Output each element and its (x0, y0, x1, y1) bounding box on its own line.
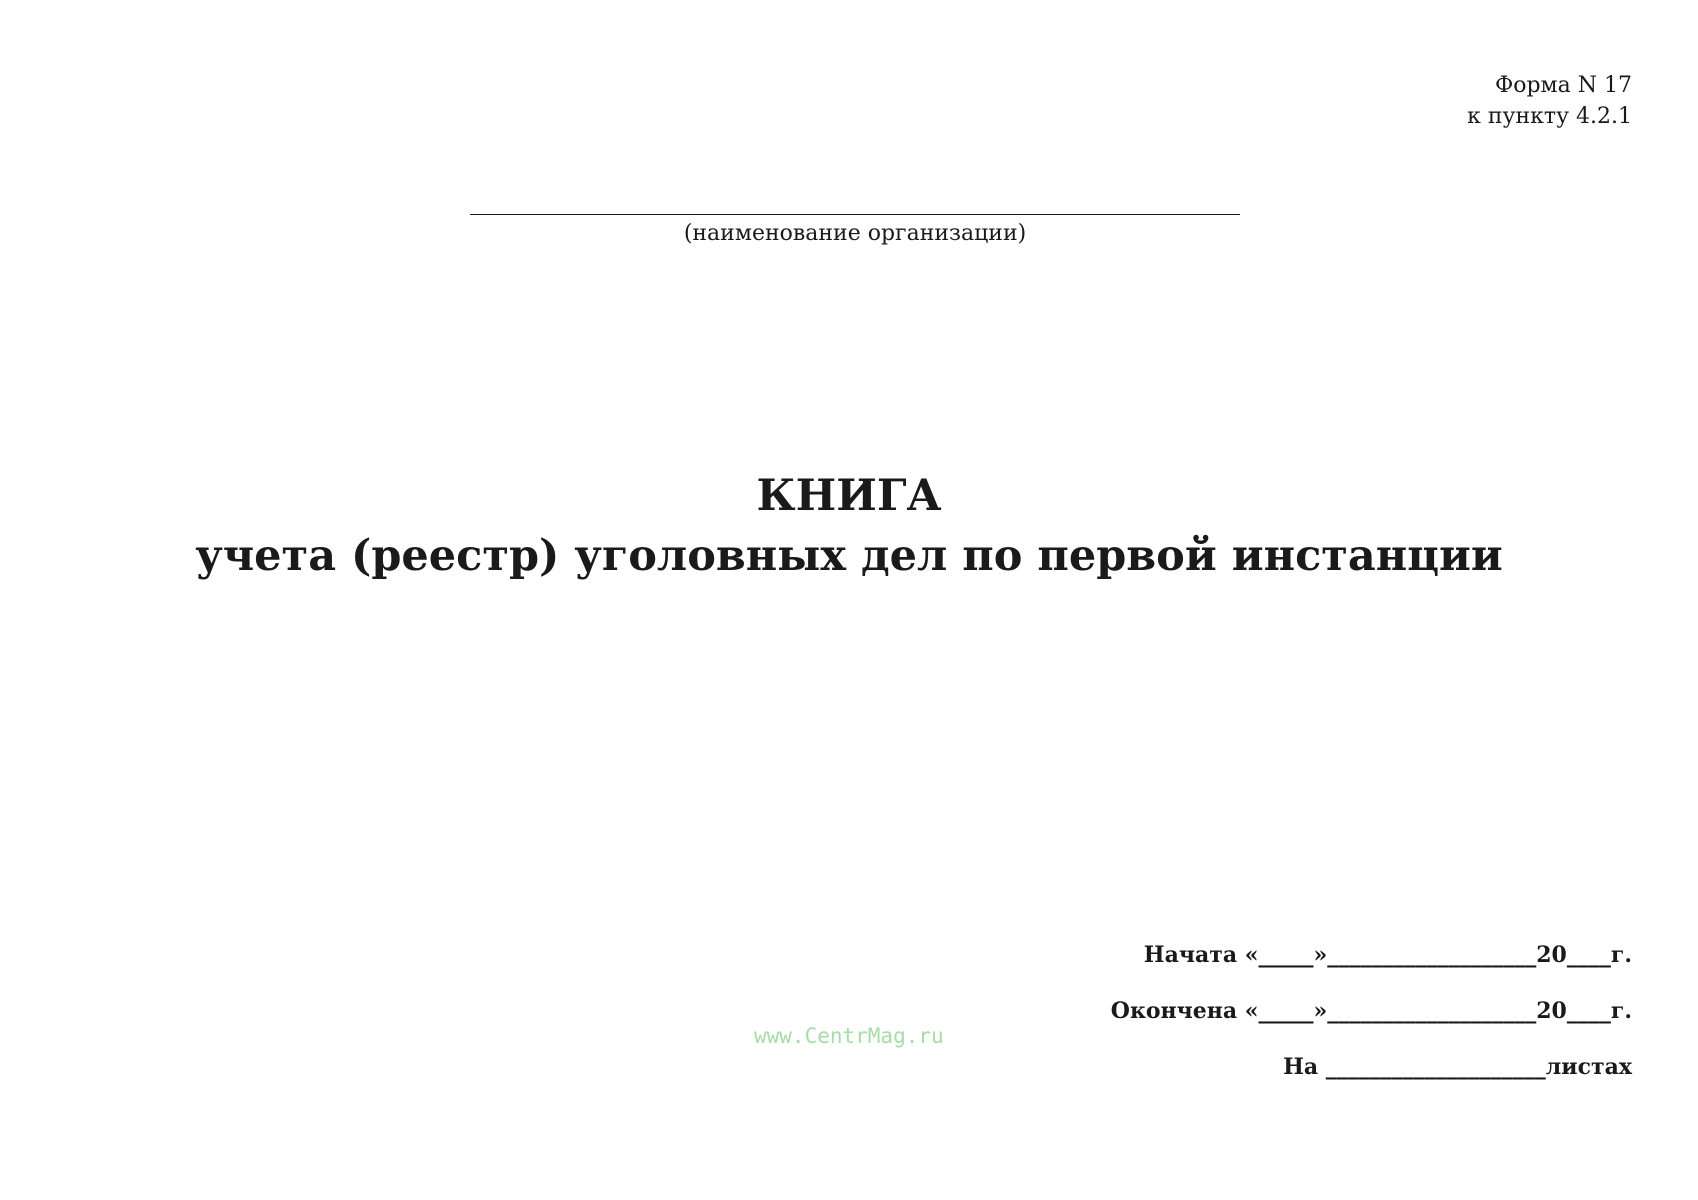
started-date-line: Начата «_____»___________________20____г. (1143, 942, 1632, 968)
document-title (0, 466, 1698, 586)
sheets-count-line: На ____________________листах (1283, 1054, 1632, 1080)
watermark: www.CentrMag.ru (754, 1024, 944, 1048)
form-reference (1467, 70, 1632, 132)
title-line-2: учета (реестр) уголовных дел по первой инстанции (195, 531, 1503, 581)
organization-field (470, 214, 1240, 246)
ended-date-line: Окончена «_____»___________________20____г. (1110, 998, 1632, 1024)
form-clause: к пункту 4.2.1 (1467, 104, 1632, 129)
organization-caption: (наименование организации) (683, 221, 1027, 246)
form-number: Форма N 17 (1494, 73, 1632, 98)
organization-name-line (470, 214, 1240, 215)
footer-dates (1111, 927, 1632, 1095)
title-line-1: КНИГА (756, 471, 942, 521)
